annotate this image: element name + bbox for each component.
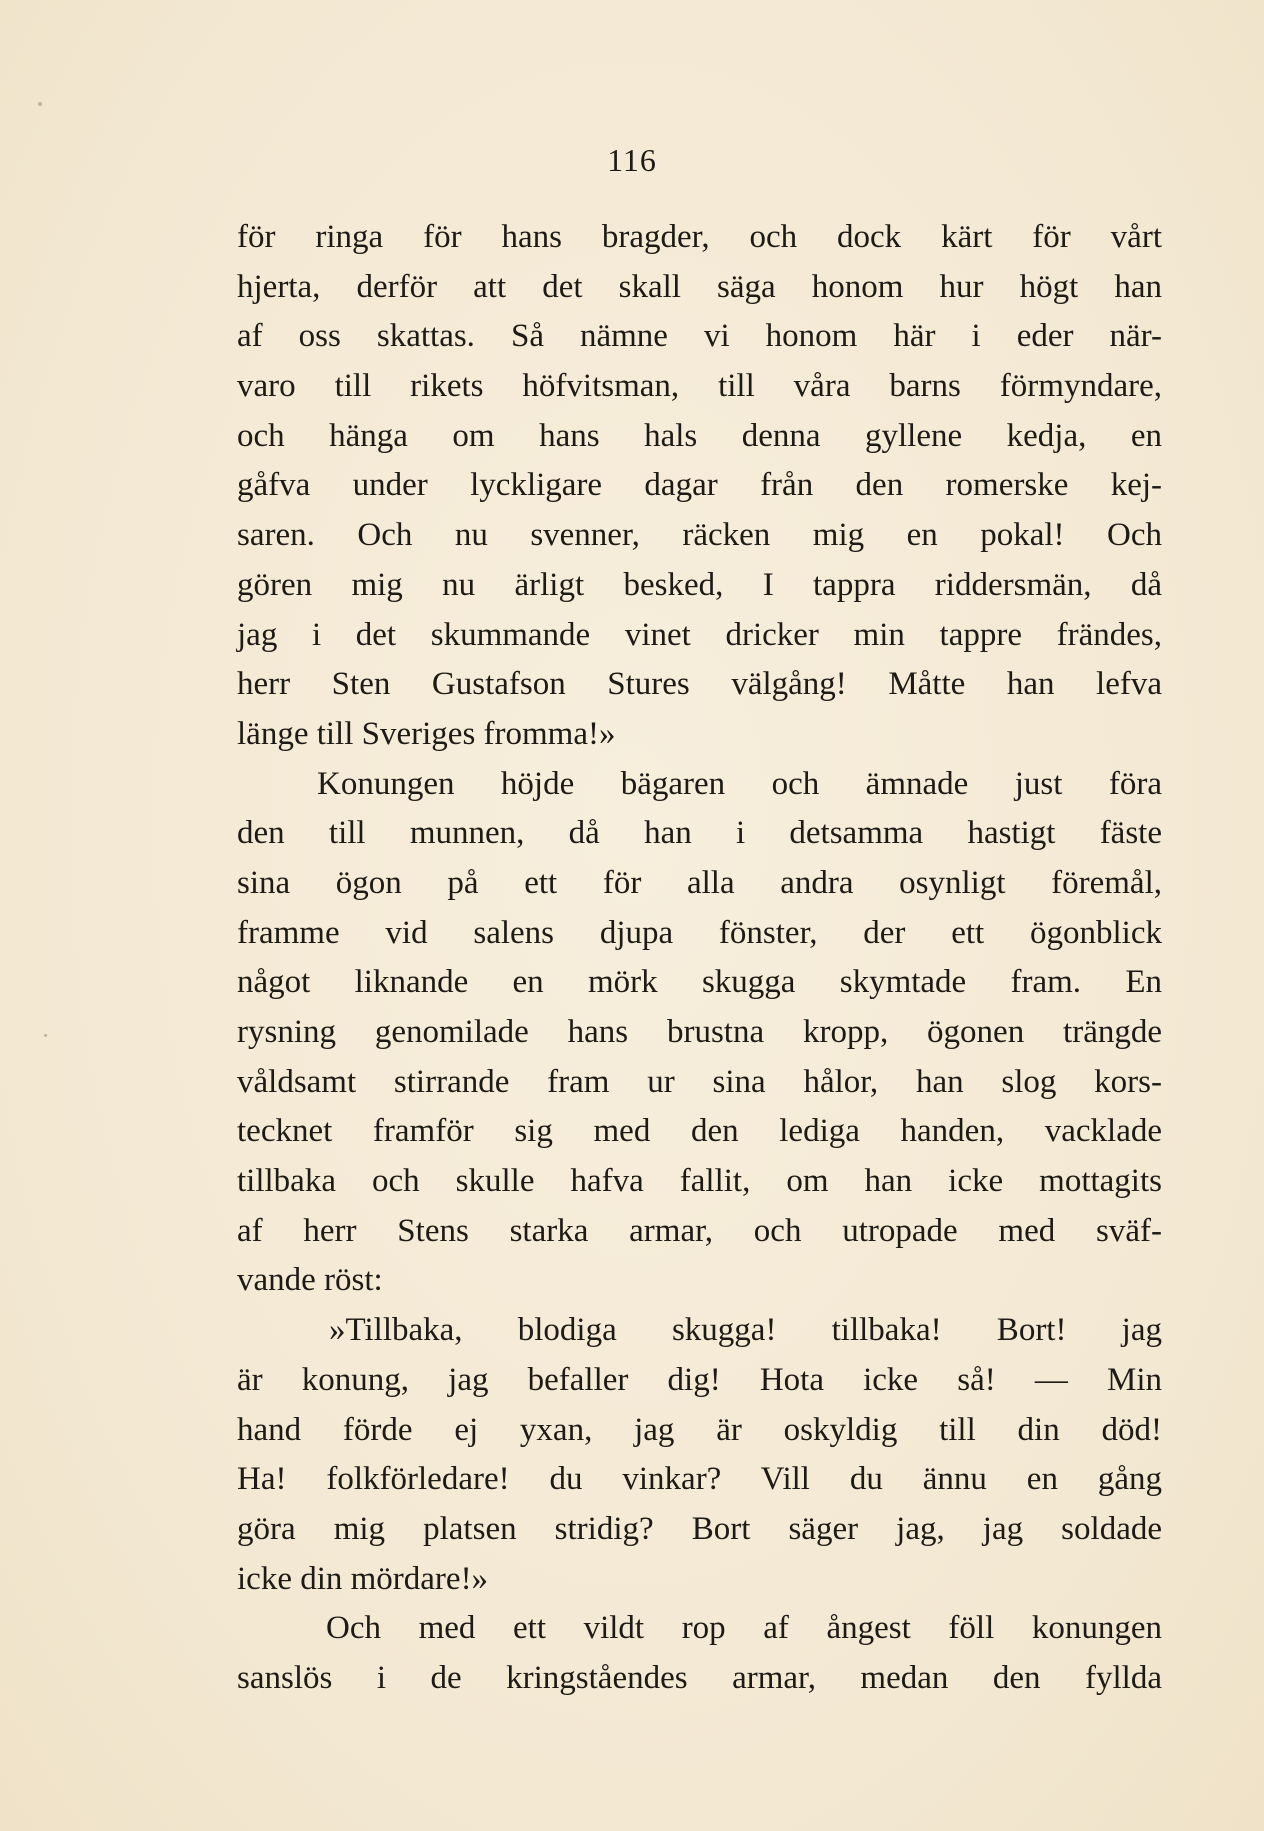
- paper-speck: [38, 102, 42, 106]
- text-line: icke din mördare!»: [237, 1560, 489, 1597]
- text-line: herr Sten Gustafson Stures välgång! Måtte han lefva: [237, 666, 1162, 703]
- text-line: sina ögon på ett för alla andra osynligt föremål,: [237, 864, 1162, 901]
- text-line: hand förde ej yxan, jag är oskyldig till din död!: [237, 1411, 1162, 1448]
- text-line: länge till Sveriges fromma!»: [237, 715, 616, 752]
- paper-speck: [44, 1034, 47, 1037]
- text-line: tecknet framför sig med den lediga handen, vacklade: [237, 1113, 1162, 1150]
- page-number: 116: [607, 142, 657, 178]
- text-line: hjerta, derför att det skall säga honom hur högt han: [237, 268, 1162, 305]
- text-line: gåfva under lyckligare dagar från den romerske kej-: [237, 467, 1162, 504]
- text-line: »Tillbaka, blodiga skugga! tillbaka! Bort! jag: [329, 1312, 1162, 1349]
- text-line: jag i det skummande vinet dricker min tappre frändes,: [237, 616, 1162, 653]
- text-line: något liknande en mörk skugga skymtade fram. En: [237, 964, 1162, 1001]
- text-line: af herr Stens starka armar, och utropade med sväf-: [237, 1212, 1162, 1249]
- text-line: sanslös i de kringståendes armar, medan den fyllda: [237, 1659, 1162, 1696]
- text-line: saren. Och nu svenner, räcken mig en pokal! Och: [237, 517, 1162, 554]
- text-line: Ha! folkförledare! du vinkar? Vill du ännu en gång: [237, 1461, 1162, 1498]
- text-line: för ringa för hans bragder, och dock kärt för vårt: [237, 219, 1162, 255]
- text-line: Konungen höjde bägaren och ämnade just föra: [317, 765, 1162, 802]
- text-line: är konung, jag befaller dig! Hota icke så! — Min: [237, 1361, 1162, 1398]
- text-line: af oss skattas. Så nämne vi honom här i eder när-: [237, 318, 1162, 355]
- body-text: [237, 213, 1162, 1704]
- text-line: och hänga om hans hals denna gyllene kedja, en: [237, 417, 1162, 454]
- text-line: framme vid salens djupa fönster, der ett ögonblick: [237, 914, 1162, 951]
- text-line: tillbaka och skulle hafva fallit, om han icke mottagits: [237, 1163, 1162, 1200]
- text-line: den till munnen, då han i detsamma hastigt fäste: [237, 815, 1162, 852]
- text-line: Och med ett vildt rop af ångest föll konungen: [326, 1610, 1162, 1647]
- text-line: rysning genomilade hans brustna kropp, ögonen trängde: [237, 1014, 1162, 1050]
- text-line: gören mig nu ärligt besked, I tappra riddersmän, då: [237, 566, 1162, 603]
- text-line: våldsamt stirrande fram ur sina hålor, han slog kors-: [237, 1063, 1162, 1100]
- text-line: varo till rikets höfvitsman, till våra barns förmyndare,: [237, 368, 1162, 405]
- text-line: vande röst:: [237, 1262, 383, 1299]
- text-line: göra mig platsen stridig? Bort säger jag, jag soldade: [237, 1510, 1162, 1547]
